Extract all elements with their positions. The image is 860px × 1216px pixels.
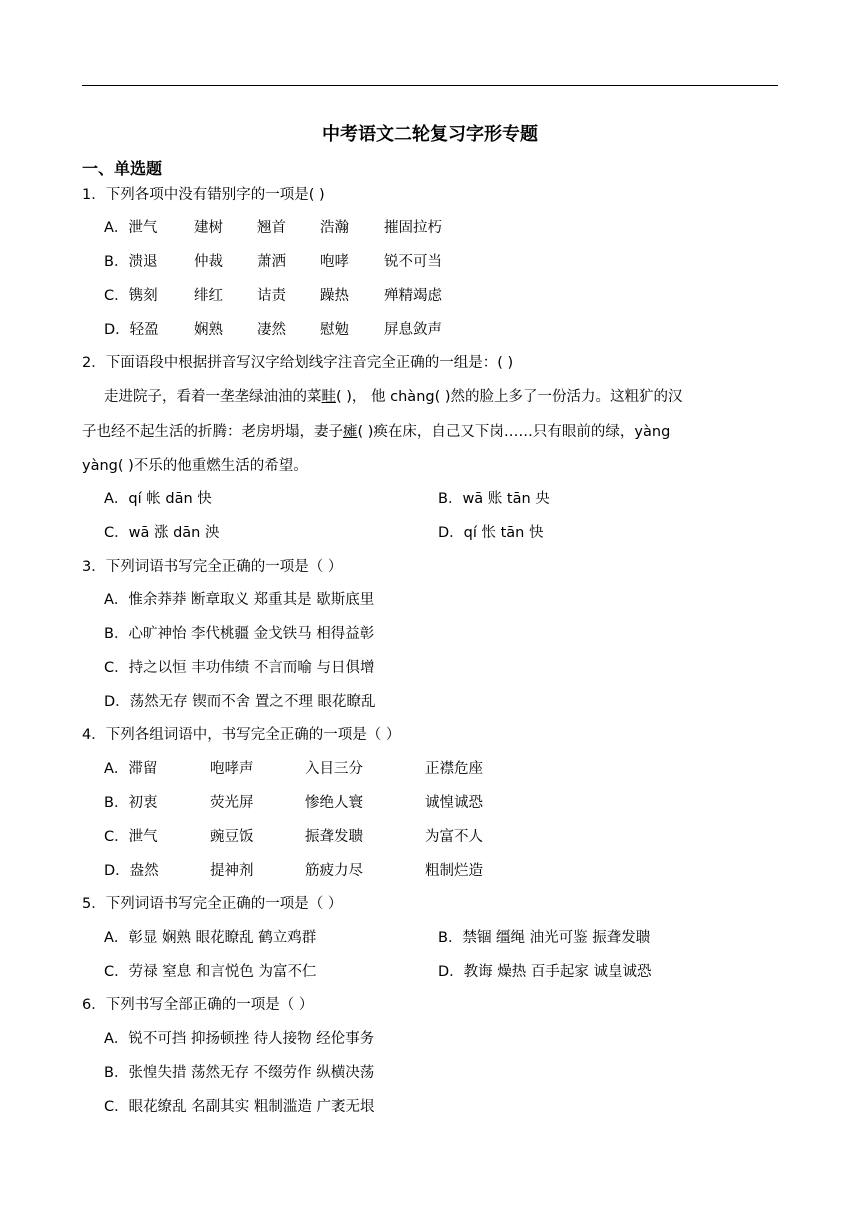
question-5-stem: 5．下列词语书写完全正确的一项是（ ） [82,896,343,912]
q4-option-d[interactable] [104,861,483,881]
q1-d-word-4: 慰勉 [320,322,349,338]
q5-option-a[interactable]: A．彰显 娴熟 眼花瞭乱 鹤立鸡群 [104,930,317,946]
question-6-stem: 6．下列书写全部正确的一项是（ ） [82,997,314,1013]
q2-option-c[interactable]: C．wā 涨 dān 泱 [104,525,220,541]
q4-c-word-4: 为富不人 [425,829,483,845]
q5-option-c[interactable]: C．劳禄 窒息 和言悦色 为富不仁 [104,964,317,980]
q6-option-b[interactable]: B．张惶失措 荡然无存 不缀劳作 纵横决荡 [104,1065,375,1081]
q1-c-word-4: 躁热 [320,288,349,304]
q2-option-d[interactable]: D．qí 怅 tān 快 [438,525,544,541]
q1-option-c[interactable] [104,286,442,306]
q1-d-word-2: 娴熟 [194,322,223,338]
q2-passage-1b: ( )， 他 chàng( )然的脸上多了一份活力。这粗犷的汉 [336,389,683,405]
q2-passage-line-1 [104,387,683,407]
q1-d-word-5: 屏息敛声 [384,322,442,338]
question-3-stem: 3．下列词语书写完全正确的一项是（ ） [82,559,343,575]
q1-option-b[interactable] [104,252,442,272]
q1-option-a[interactable] [104,218,442,238]
q6-option-c[interactable]: C．眼花缭乱 名副其实 粗制滥造 广袤无垠 [104,1099,375,1115]
q4-b-word-1: B．初衷 [104,795,158,811]
q4-d-word-4: 粗制烂造 [425,863,483,879]
q4-option-a[interactable] [104,759,483,779]
question-1-stem: 1．下列各项中没有错别字的一项是( ) [82,187,325,203]
q4-c-word-2: 豌豆饭 [210,829,254,845]
q4-d-word-1: D．盎然 [104,863,159,879]
q2-passage-2a: 子也经不起生活的折腾：老房坍塌，妻子 [82,424,343,440]
q2-option-a[interactable]: A．qí 帐 dān 快 [104,491,212,507]
q1-b-word-1: B．溃退 [104,254,158,270]
q1-option-d[interactable] [104,320,442,340]
q1-b-word-3: 萧洒 [257,254,286,270]
q4-c-word-1: C．泄气 [104,829,158,845]
q4-option-b[interactable] [104,793,483,813]
q2-passage-2b: ( )痪在床，自己又下岗……只有眼前的绿，yàng [357,424,671,440]
header-rule [82,85,778,86]
q1-d-word-3: 凄然 [257,322,286,338]
q1-c-word-2: 绯红 [194,288,223,304]
q3-option-c[interactable]: C．持之以恒 丰功伟绩 不言而喻 与日俱增 [104,660,375,676]
q1-d-word-1: D．轻盈 [104,322,159,338]
q4-d-word-3: 筋疲力尽 [305,863,363,879]
q1-c-word-1: C．镌刻 [104,288,158,304]
q3-option-d[interactable]: D．荡然无存 锲而不舍 置之不理 眼花瞭乱 [104,694,376,710]
q3-option-b[interactable]: B．心旷神怡 李代桃疆 金戈铁马 相得益彰 [104,626,375,642]
q1-a-word-2: 建树 [194,220,223,236]
q1-b-word-4: 咆哮 [320,254,349,270]
q2-passage-line-3: yàng( )不乐的他重燃生活的希望。 [82,458,308,474]
q4-a-word-3: 入目三分 [305,761,363,777]
q2-underlined-char-1: 畦 [321,389,336,405]
q4-b-word-4: 诚惶诚恐 [425,795,483,811]
q2-option-b[interactable]: B．wā 账 tān 央 [438,491,550,507]
q1-a-word-3: 翘首 [257,220,286,236]
q1-a-word-5: 摧固拉朽 [384,220,442,236]
q4-b-word-3: 惨绝人寰 [305,795,363,811]
q2-passage-line-2 [82,422,670,442]
q4-option-c[interactable] [104,827,483,847]
q2-passage-1a: 走进院子，看着一垄垄绿油油的菜 [104,389,322,405]
q4-a-word-1: A．滞留 [104,761,158,777]
q3-option-a[interactable]: A．惟余莽莽 断章取义 郑重其是 歇斯底里 [104,592,375,608]
q1-c-word-3: 诘责 [257,288,286,304]
q4-c-word-3: 振聋发聩 [305,829,363,845]
q1-b-word-5: 锐不可当 [384,254,442,270]
q4-b-word-2: 荧光屏 [210,795,254,811]
q5-option-d[interactable]: D．教诲 燥热 百手起家 诚皇诚恐 [438,964,652,980]
q6-option-a[interactable]: A．锐不可挡 抑扬顿挫 待人接物 经伦事务 [104,1031,375,1047]
q1-b-word-2: 仲裁 [194,254,223,270]
q1-c-word-5: 殚精竭虑 [384,288,442,304]
q1-a-word-4: 浩瀚 [320,220,349,236]
q4-a-word-2: 咆哮声 [210,761,254,777]
q4-a-word-4: 正襟危座 [425,761,483,777]
q5-option-b[interactable]: B．禁锢 缰绳 油光可鉴 振聋发聩 [438,930,651,946]
q4-d-word-2: 提神剂 [210,863,254,879]
question-2-stem: 2．下面语段中根据拼音写汉字给划线字注音完全正确的一组是：( ) [82,355,514,371]
q2-underlined-char-2: 瘫 [343,424,358,440]
section-heading: 一、单选题 [82,159,163,178]
page-title: 中考语文二轮复习字形专题 [322,124,538,145]
question-4-stem: 4．下列各组词语中，书写完全正确的一项是（ ） [82,727,401,743]
q1-a-word-1: A．泄气 [104,220,158,236]
